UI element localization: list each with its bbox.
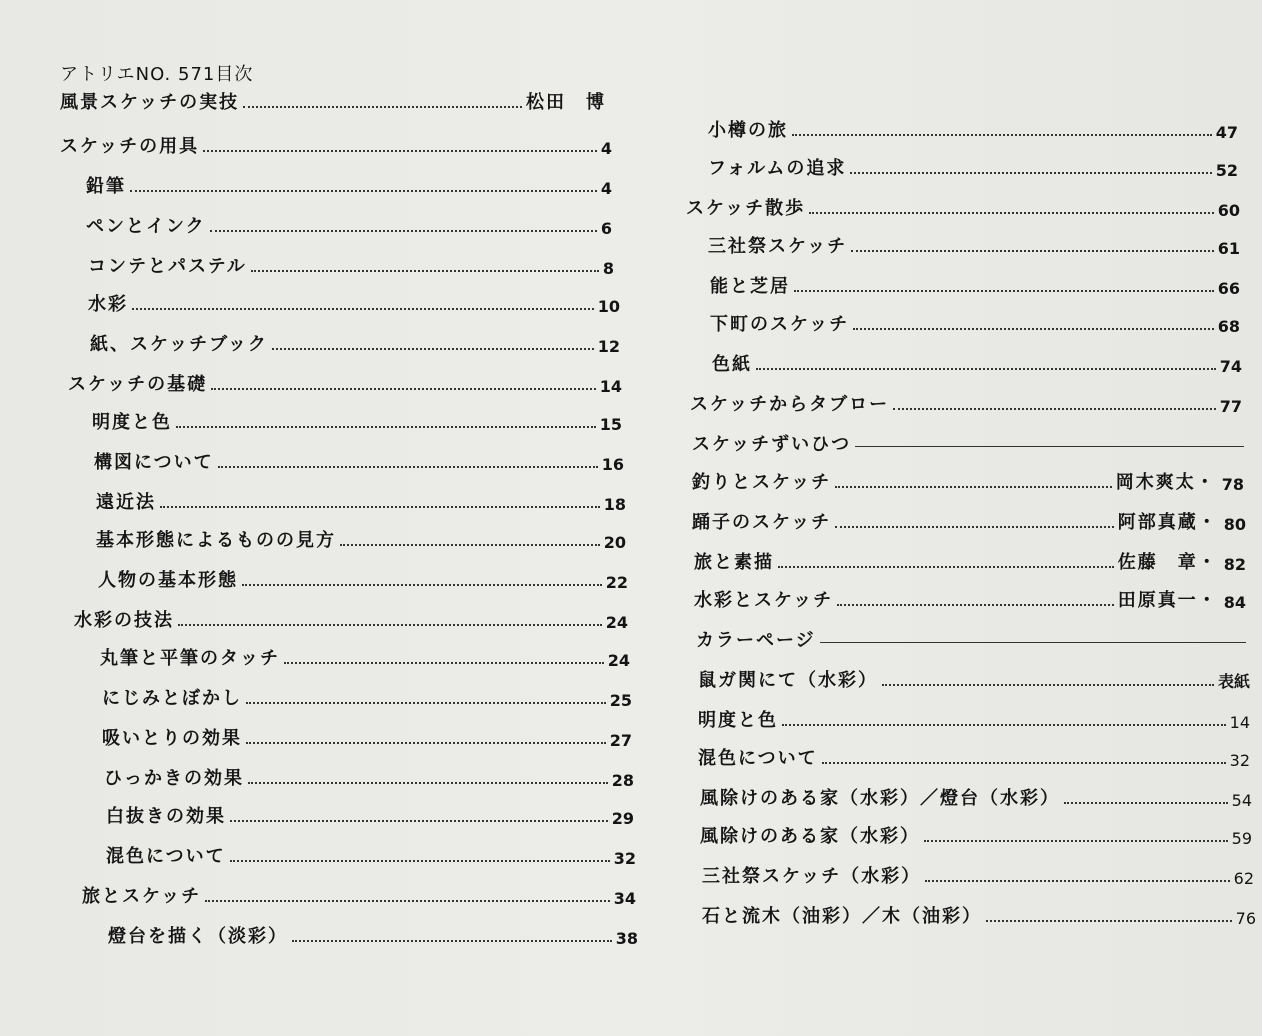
entry-title: 水彩の技法 (74, 610, 174, 631)
entry-title: コンテとパステル (88, 256, 247, 277)
dot-leader (809, 211, 1214, 214)
entry-title: 鉛筆 (86, 176, 126, 197)
entry-title: 構図について (94, 452, 214, 473)
dot-leader (1064, 801, 1228, 804)
entry-page-number: 25 (609, 691, 632, 710)
toc-entry (92, 408, 622, 434)
dot-leader (230, 859, 610, 862)
toc-entry (88, 252, 614, 278)
dot-leader (160, 505, 600, 508)
dot-leader (925, 879, 1230, 882)
entry-title: 三社祭スケッチ（水彩） (702, 866, 922, 887)
entry-title: 旅と素描 (694, 552, 774, 573)
dot-leader (835, 485, 1112, 488)
entry-page-number: 29 (611, 809, 634, 828)
entry-title: 基本形態によるものの見方 (96, 530, 336, 551)
toc-entry (108, 922, 638, 948)
dot-leader (822, 761, 1226, 764)
toc-entry (106, 842, 636, 868)
dot-leader (130, 189, 597, 192)
dot-leader (292, 939, 612, 942)
entry-page-number: 66 (1217, 279, 1240, 298)
entry-page-number: 74 (1219, 357, 1242, 376)
entry-title: 色紙 (712, 354, 752, 375)
entry-title: 能と芝居 (710, 276, 790, 297)
toc-entry (96, 526, 626, 552)
dot-leader (178, 623, 602, 626)
toc-entry (60, 132, 612, 158)
toc-entry (104, 764, 634, 790)
toc-entry (692, 430, 1248, 456)
dot-leader (835, 525, 1114, 528)
toc-entry (86, 172, 612, 198)
entry-title: スケッチ散歩 (686, 198, 806, 219)
toc-entry (710, 310, 1240, 336)
dot-leader (340, 543, 600, 546)
dot-leader (205, 899, 610, 902)
dot-leader (756, 367, 1216, 370)
toc-entry (102, 684, 632, 710)
dot-leader (272, 347, 594, 350)
entry-page-number: 28 (611, 771, 634, 790)
toc-entry (90, 330, 620, 356)
section-rule (855, 445, 1244, 447)
entry-page-number: 22 (605, 573, 628, 592)
toc-entry (74, 606, 628, 632)
dot-leader (924, 839, 1228, 842)
toc-entry (702, 902, 1256, 928)
entry-page-number: 80 (1223, 515, 1246, 534)
entry-title: 混色について (698, 748, 818, 769)
entry-title: 水彩とスケッチ (694, 590, 834, 611)
toc-entry (68, 370, 622, 396)
dot-leader (176, 425, 596, 428)
dot-leader (792, 133, 1212, 136)
entry-author: 佐藤 章・ (1117, 552, 1218, 573)
toc-entry (692, 468, 1244, 494)
dot-leader (882, 683, 1214, 686)
issue-title: アトリエNO. 571目次 (60, 64, 254, 85)
dot-leader (850, 171, 1211, 174)
toc-entry (700, 784, 1252, 810)
dot-leader (211, 387, 596, 390)
entry-title: 吸いとりの効果 (102, 728, 242, 749)
toc-entry (88, 290, 620, 316)
entry-title: 紙、スケッチブック (90, 334, 268, 355)
toc-entry (708, 116, 1238, 142)
toc-entry (708, 154, 1238, 180)
toc-entry (690, 390, 1242, 416)
entry-title: 人物の基本形態 (98, 570, 238, 591)
toc-entry (106, 802, 634, 828)
entry-title: 明度と色 (698, 710, 778, 731)
dot-leader (986, 919, 1232, 922)
entry-page-number: 表紙 (1217, 672, 1250, 691)
entry-title: 釣りとスケッチ (692, 472, 832, 493)
entry-page-number: 61 (1217, 239, 1240, 258)
toc-entry (100, 644, 630, 670)
toc-entry (712, 350, 1242, 376)
dot-leader (218, 465, 598, 468)
entry-page-number: 8 (602, 259, 614, 278)
entry-page-number: 59 (1231, 829, 1252, 848)
entry-page-number: 68 (1217, 317, 1240, 336)
entry-page-number: 77 (1219, 397, 1242, 416)
entry-title: スケッチからタブロー (690, 394, 890, 415)
dot-leader (893, 407, 1216, 410)
entry-title: 遠近法 (96, 492, 156, 513)
entry-page-number: 47 (1215, 123, 1238, 142)
entry-author: 田原真一・ (1117, 590, 1218, 611)
toc-entry (700, 822, 1252, 848)
toc-entry (694, 586, 1246, 612)
entry-page-number: 52 (1215, 161, 1238, 180)
entry-title: 風除けのある家（水彩） (700, 826, 920, 847)
entry-page-number: 54 (1231, 791, 1252, 810)
entry-title: 混色について (106, 846, 226, 867)
entry-page-number: 10 (597, 297, 620, 316)
dot-leader (794, 289, 1214, 292)
entry-page-number: 32 (1229, 751, 1250, 770)
entry-title: 燈台を描く（淡彩） (108, 926, 288, 947)
entry-page-number: 38 (615, 929, 638, 948)
entry-title: 鼠ガ関にて（水彩） (698, 670, 878, 691)
entry-page-number: 62 (1233, 869, 1254, 888)
entry-page-number: 6 (600, 219, 612, 238)
toc-entry (708, 232, 1240, 258)
dot-leader (246, 701, 606, 704)
entry-page-number: 60 (1217, 201, 1240, 220)
entry-title: 三社祭スケッチ (708, 236, 848, 257)
entry-page-number: 18 (603, 495, 626, 514)
entry-title: カラーページ (696, 630, 816, 651)
entry-author: 岡木爽太・ (1115, 472, 1216, 493)
entry-title: 風景スケッチの実技 (60, 92, 240, 113)
entry-title: 石と流木（油彩）／木（油彩） (702, 906, 982, 927)
entry-title: 明度と色 (92, 412, 172, 433)
entry-author: 松田 博 (526, 92, 606, 113)
toc-entry (82, 882, 636, 908)
dot-leader (837, 603, 1114, 606)
dot-leader (246, 741, 606, 744)
entry-page-number: 76 (1235, 909, 1256, 928)
entry-page-number: 12 (597, 337, 620, 356)
entry-title: にじみとぼかし (102, 688, 242, 709)
entry-title: スケッチの基礎 (68, 374, 208, 395)
entry-page-number: 14 (599, 377, 622, 396)
entry-page-number: 24 (605, 613, 628, 632)
toc-entry (94, 448, 624, 474)
entry-title: スケッチの用具 (60, 136, 200, 157)
toc-entry (60, 88, 612, 114)
dot-leader (284, 661, 604, 664)
entry-page-number: 27 (609, 731, 632, 750)
entry-page-number: 78 (1221, 475, 1244, 494)
entry-page-number: 82 (1223, 555, 1246, 574)
entry-title: 丸筆と平筆のタッチ (100, 648, 280, 669)
dot-leader (230, 819, 608, 822)
entry-title: フォルムの追求 (708, 158, 847, 179)
toc-entry (98, 566, 628, 592)
entry-page-number: 20 (603, 533, 626, 552)
toc-entry (102, 724, 632, 750)
entry-title: 旅とスケッチ (82, 886, 202, 907)
entry-title: 下町のスケッチ (710, 314, 850, 335)
entry-title: ペンとインク (86, 216, 206, 237)
dot-leader (203, 149, 597, 152)
toc-entry (86, 212, 612, 238)
entry-page-number: 84 (1223, 593, 1246, 612)
toc-entry (698, 744, 1250, 770)
dot-leader (210, 229, 597, 232)
entry-page-number: 32 (613, 849, 636, 868)
entry-page-number: 4 (600, 179, 612, 198)
entry-title: 水彩 (88, 294, 128, 315)
toc-entry (694, 548, 1246, 574)
dot-leader (251, 269, 599, 272)
dot-leader (853, 327, 1214, 330)
entry-page-number: 15 (599, 415, 622, 434)
dot-leader (778, 565, 1114, 568)
entry-title: 風除けのある家（水彩）／燈台（水彩） (700, 788, 1060, 809)
entry-page-number: 16 (601, 455, 624, 474)
toc-entry (696, 626, 1250, 652)
dot-leader (242, 583, 602, 586)
entry-author: 阿部真蔵・ (1117, 512, 1218, 533)
toc-entry (96, 488, 626, 514)
section-rule (820, 641, 1246, 643)
entry-page-number: 24 (607, 651, 630, 670)
entry-page-number: 14 (1229, 713, 1250, 732)
entry-page-number: 34 (613, 889, 636, 908)
dot-leader (248, 781, 608, 784)
entry-title: スケッチずいひつ (692, 434, 852, 455)
dot-leader (782, 723, 1226, 726)
entry-page-number: 4 (600, 139, 612, 158)
entry-title: ひっかきの効果 (104, 768, 244, 789)
toc-entry (698, 706, 1250, 732)
entry-title: 小樽の旅 (708, 120, 788, 141)
entry-title: 白抜きの効果 (106, 806, 226, 827)
toc-entry (710, 272, 1240, 298)
dot-leader (851, 249, 1214, 252)
toc-entry (692, 508, 1246, 534)
dot-leader (132, 307, 594, 310)
toc-entry (686, 194, 1240, 220)
dot-leader (243, 105, 522, 108)
toc-entry (702, 862, 1254, 888)
entry-title: 踊子のスケッチ (692, 512, 832, 533)
toc-entry (698, 666, 1250, 692)
